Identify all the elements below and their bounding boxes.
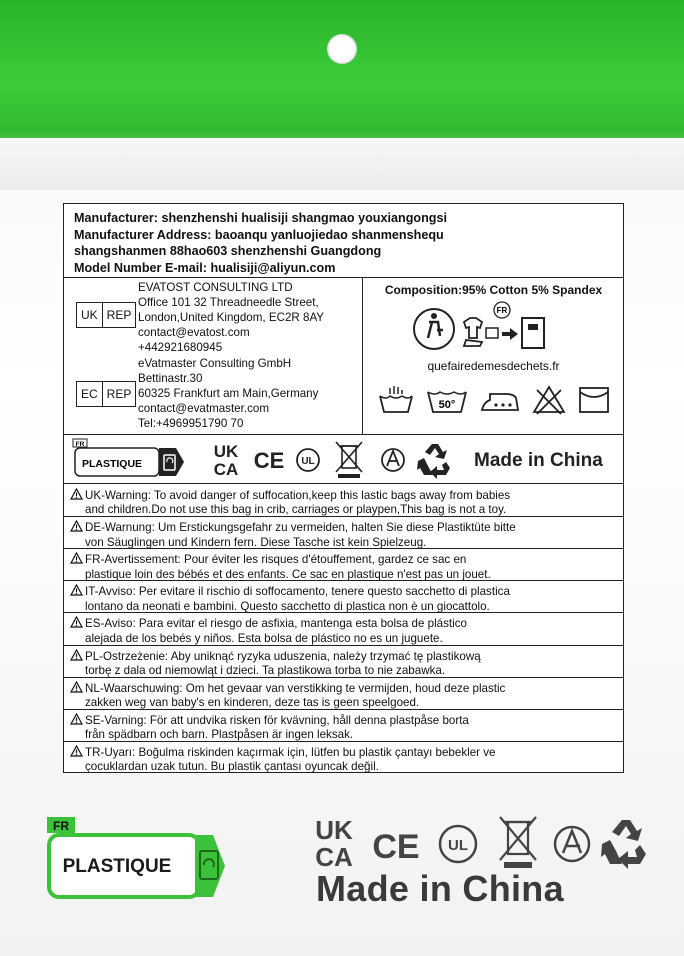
warning-triangle-icon (70, 713, 83, 725)
warning-divider (64, 548, 623, 549)
wash-50-icon (425, 384, 469, 416)
warning-item (70, 552, 616, 582)
line-dry-icon (576, 384, 612, 416)
warning-triangle-icon (70, 649, 83, 661)
compliance-icons (206, 438, 606, 480)
ec-rep-badge: EC REP (76, 381, 136, 407)
ca-prop65-large-icon (555, 827, 589, 861)
plastique-large-label: PLASTIQUE (62, 856, 172, 877)
ce-mark: CE (253, 448, 285, 473)
green-header-band (0, 0, 684, 138)
manufacturer-address-line: Manufacturer Address: baoanqu yanluojiedao shanmenshequ (74, 227, 444, 242)
triman-recycling-icon (410, 300, 580, 356)
representatives-block (64, 277, 363, 434)
made-in-china-large: Made in China (316, 868, 564, 909)
warning-line-1: DE-Warnung: Um Erstickungsgefahr zu vermeiden, halten Sie diese Plastiktüte bitte (85, 521, 516, 535)
warning-line-1: PL-Ostrzeżenie: Aby uniknąć ryzyka uduszenia, należy trzymać tę plastikową (85, 649, 481, 663)
manufacturer-line: Manufacturer: shenzhenshi hualisiji shangmao youxiangongsi (74, 211, 447, 225)
warning-line-2: and children.Do not use this bag in crib, carriages or playpen,This bag is not a toy. (85, 503, 507, 517)
ec-rep-address: eVatmaster Consulting GmbH Bettinastr.30 60325 Frankfurt am Main,Germany contact@evatmaster.com Tel:+4969951790 70 (138, 357, 319, 431)
certification-marks (64, 435, 623, 484)
manufacturer-address-line-2: shangshanmen 88hao603 shenzhenshi Guangdong (74, 244, 382, 258)
hand-wash-icon (376, 384, 416, 416)
warning-divider (64, 516, 623, 517)
recycling-website: quefairedemesdechets.fr (427, 359, 560, 373)
care-symbols (372, 380, 616, 420)
uk-rep-badge: UK REP (76, 302, 136, 328)
warning-line-2: çocuklardan uzak tutun. Bu plastik çantası oyuncak değil. (85, 760, 379, 774)
warning-line-1: SE-Varning: För att undvika risken för kvävning, håll denna plastpåse borta (85, 713, 469, 727)
warning-item (70, 488, 616, 518)
warning-triangle-icon (70, 745, 83, 757)
warning-line-2: från spädbarn och barn. Plastpåsen är ingen leksak. (85, 728, 354, 742)
warning-item (70, 520, 616, 550)
warning-item (70, 713, 616, 743)
uk-rep-address: EVATOST CONSULTING LTD Office 101 32 Threadneedle Street, London,United Kingdom, EC2R 8AY contact@evatost.com +442921680945 (138, 281, 325, 355)
warning-line-1: FR-Avertissement: Pour éviter les risques d'étouffement, gardez ce sac en (85, 553, 467, 567)
plastique-badge (72, 438, 192, 480)
ca-prop65-icon (382, 449, 404, 471)
model-email-line: Model Number E-mail: hualisiji@aliyun.com (74, 260, 336, 275)
ul-mark: UL (301, 456, 315, 467)
warning-item (70, 745, 616, 775)
warning-divider (64, 645, 623, 646)
composition-text: Composition:95% Cotton 5% Spandex (384, 283, 603, 297)
warning-line-1: TR-Uyarı: Boğulma riskinden kaçırmak için, lütfen bu plastik çantayı bebekler ve (85, 745, 496, 759)
ukca-mark-bottom: CA (213, 460, 239, 479)
warning-divider (64, 741, 623, 742)
weee-bin-large-icon (500, 817, 536, 868)
warning-triangle-icon (70, 520, 83, 532)
ul-large-mark: UL (448, 837, 468, 854)
wash-temperature: 50° (438, 399, 456, 411)
warning-item (70, 616, 616, 646)
warning-line-1: IT-Avviso: Per evitare il rischio di soffocamento, tenere questo sacchetto di plastica (85, 585, 510, 599)
weee-bin-icon (336, 442, 362, 478)
warning-line-2: plastique loin des bébés et des enfants. Ce sac en plastique n'est pas un jouet. (85, 567, 491, 581)
warning-item (70, 681, 616, 711)
recycle-large-icon (601, 820, 646, 869)
warning-line-2: von Säuglingen und Kindern fern. Diese Tasche ist kein Spielzeug. (85, 535, 427, 549)
manufacturer-block (64, 204, 623, 278)
plastique-label: PLASTIQUE (81, 458, 143, 470)
composition-block (364, 277, 623, 434)
warning-triangle-icon (70, 584, 83, 596)
warning-divider (64, 677, 623, 678)
warning-divider (64, 709, 623, 710)
warning-divider (64, 580, 623, 581)
warning-divider (64, 612, 623, 613)
made-in-china-small: Made in China (474, 450, 603, 471)
warning-triangle-icon (70, 681, 83, 693)
warning-item (70, 584, 616, 614)
warning-line-2: zakken weg van baby's en kinderen, deze tas is geen speelgoed. (85, 696, 420, 709)
hang-hole (327, 34, 357, 64)
warning-triangle-icon (70, 488, 83, 500)
warning-line-2: torbę z dala od niemowląt i dzieci. Ta plastikowa torba to nie zabawka. (85, 663, 446, 677)
warning-triangle-icon (70, 616, 83, 628)
info-label (63, 203, 624, 773)
ce-large-mark: CE (372, 828, 420, 866)
warning-line-1: ES-Aviso: Para evitar el riesgo de asfixia, mantenga esta bolsa de plástico (85, 617, 467, 631)
warning-line-2: alejada de los bebés y niños. Esta bolsa de plástico no es un juguete. (85, 631, 443, 645)
fr-badge: FR (496, 306, 508, 315)
warning-line-1: UK-Warning: To avoid danger of suffocation,keep this lastic bags away from babies (85, 489, 511, 502)
representatives-section (64, 277, 623, 435)
warning-item (70, 649, 616, 679)
warning-line-1: NL-Waarschuwing: Om het gevaar van verstikking te vermijden, houd deze plastic (85, 681, 506, 695)
warning-triangle-icon (70, 552, 83, 564)
fr-large-label: FR (53, 819, 69, 833)
compliance-icons-large (310, 812, 655, 870)
iron-icon (478, 384, 522, 416)
recycle-icon (417, 444, 450, 479)
ukca-mark-top: UK (213, 442, 239, 461)
no-bleach-icon (531, 384, 567, 416)
ukca-large-bottom: CA (315, 842, 353, 870)
plastique-large-badge (45, 815, 227, 901)
warning-line-2: lontano da neonati e bambini. Questo sacchetto di plastica non è un giocattolo. (85, 599, 490, 613)
fr-label: FR (75, 441, 85, 448)
ukca-large-top: UK (315, 815, 353, 845)
